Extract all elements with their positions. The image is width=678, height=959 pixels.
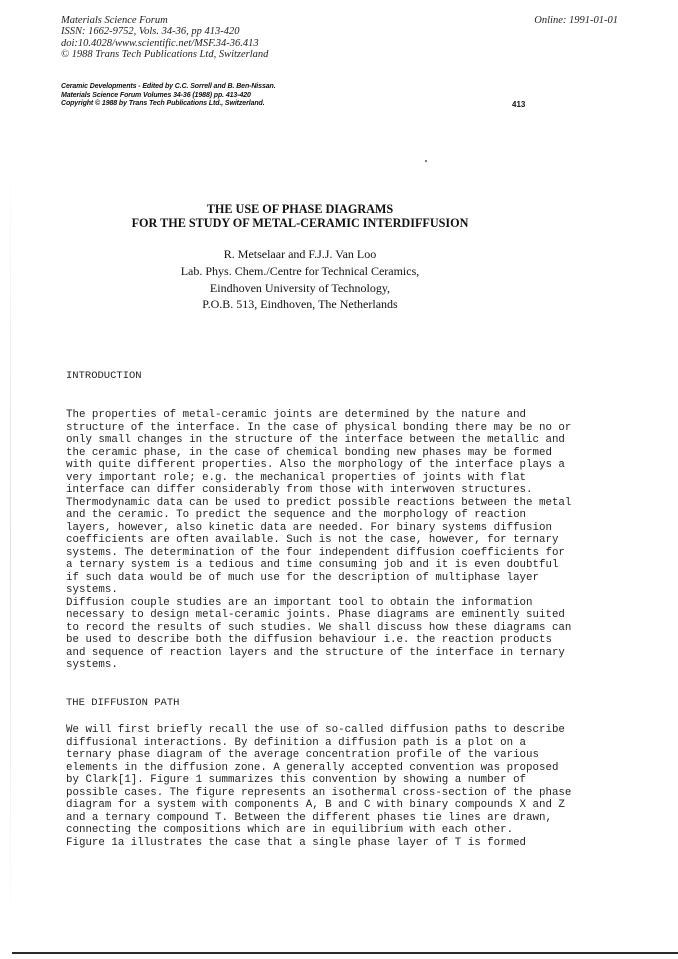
- diffusion-path-body: [66, 724, 571, 849]
- text-line: structure of the interface. In the case of physical bonding there may be no or: [66, 421, 572, 434]
- text-line: layers, however, also kinetic data are needed. For binary systems diffusion: [66, 521, 552, 534]
- text-line: systems.: [66, 584, 118, 596]
- text-line: if such data would be of much use for the description of multiphase layer: [66, 571, 539, 584]
- text-line: to record the results of such studies. We shall discuss how these diagrams can: [66, 621, 572, 634]
- affiliation-line-3: P.O.B. 513, Eindhoven, The Netherlands: [202, 297, 398, 312]
- issn-line: ISSN: 1662-9752, Vols. 34-36, pp 413-420: [61, 26, 240, 38]
- text-line: a ternary system is a tedious and time consuming job and it is even doubtful: [66, 559, 559, 571]
- publication-info: [61, 83, 276, 109]
- text-line: very important role; e.g. the mechanical properties of joints with flat: [66, 471, 527, 484]
- text-line: by Clark[1]. Figure 1 summarizes this convention by showing a number of: [66, 774, 527, 786]
- online-date-text: Online: 1991-01-01: [534, 15, 618, 26]
- text-line: Diffusion couple studies are an important tool to obtain the information: [66, 596, 533, 609]
- text-line: and the ceramic. To predict the sequence and the morphology of reaction: [66, 509, 527, 521]
- publication-line-2: Materials Science Forum Volumes 34-36 (1988) pp. 413-420: [61, 91, 251, 99]
- affiliation-line-2: Eindhoven University of Technology,: [209, 280, 391, 295]
- text-line: interface can differ considerably from those with interwoven structures.: [66, 484, 533, 496]
- text-line: diffusional interactions. By definition a diffusion path is a plot on a: [66, 736, 527, 749]
- scan-speck: [425, 160, 427, 162]
- text-line: necessary to design metal-ceramic joints. Phase diagrams are eminently suited: [66, 609, 565, 621]
- online-date: [530, 15, 618, 26]
- doi-line: doi:10.4028/www.scientific.net/MSF.34-36.413: [61, 37, 259, 49]
- text-line: elements in the diffusion zone. A generally accepted convention was proposed: [66, 761, 559, 774]
- text-line: systems. The determination of the four independent diffusion coefficients for: [66, 546, 565, 559]
- text-line: and sequence of reaction layers and the structure of the interface in ternary: [66, 646, 565, 659]
- affiliation-line-1: Lab. Phys. Chem./Centre for Technical Ceramics,: [180, 264, 420, 278]
- text-line: We will first briefly recall the use of so-called diffusion paths to describe: [66, 724, 565, 736]
- text-line: coefficients are often available. Such is not the case, however, for ternary: [66, 534, 559, 546]
- page-number: 413: [512, 100, 526, 109]
- text-line: systems.: [66, 659, 118, 671]
- text-line: possible cases. The figure represents an isothermal cross-section of the phase: [66, 786, 572, 799]
- text-line: The properties of metal-ceramic joints are determined by the nature and: [66, 409, 527, 421]
- text-line: ternary phase diagram of the average concentration profile of the various: [66, 749, 539, 761]
- text-line: diagram for a system with components A, B and C with binary compounds X and Z: [66, 799, 565, 811]
- text-line: and a ternary compound T. Between the different phases tie lines are drawn,: [66, 811, 552, 824]
- scan-shadow: [10, 150, 11, 940]
- author-list: [40, 246, 560, 263]
- text-line: the ceramic phase, in the case of chemical bonding new phases may be formed: [66, 446, 552, 459]
- text-line: Figure 1a illustrates the case that a single phase layer of T is formed: [66, 836, 527, 849]
- paper-title-line-1: THE USE OF PHASE DIAGRAMS: [206, 202, 394, 216]
- affiliation: [40, 263, 560, 313]
- journal-header: [61, 15, 268, 60]
- diffusion-path-heading: THE DIFFUSION PATH: [66, 697, 180, 709]
- copyright-line: © 1988 Trans Tech Publications Ltd, Switzerland: [61, 48, 269, 60]
- publication-line-1: Ceramic Developments - Edited by C.C. Sorrell and B. Ben-Nissan.: [61, 83, 276, 90]
- authors: R. Metselaar and F.J.J. Van Loo: [223, 247, 377, 261]
- introduction-heading: INTRODUCTION: [66, 370, 142, 382]
- publication-line-3: Copyright © 1988 by Trans Tech Publications Ltd., Switzerland.: [61, 100, 265, 108]
- paper-title-line-2: FOR THE STUDY OF METAL-CERAMIC INTERDIFFUSION: [131, 216, 469, 230]
- text-line: only small changes in the structure of the interface between the metallic and: [66, 434, 565, 446]
- page-bottom-rule: [12, 952, 678, 954]
- journal-name: Materials Science Forum: [61, 15, 168, 26]
- text-line: with quite different properties. Also the morphology of the interface plays a: [66, 459, 565, 471]
- introduction-body: [66, 409, 571, 672]
- text-line: Thermodynamic data can be used to predict possible reactions between the metal: [66, 496, 572, 509]
- text-line: be used to describe both the diffusion behaviour i.e. the reaction products: [66, 634, 552, 646]
- text-line: connecting the compositions which are in equilibrium with each other.: [66, 824, 514, 836]
